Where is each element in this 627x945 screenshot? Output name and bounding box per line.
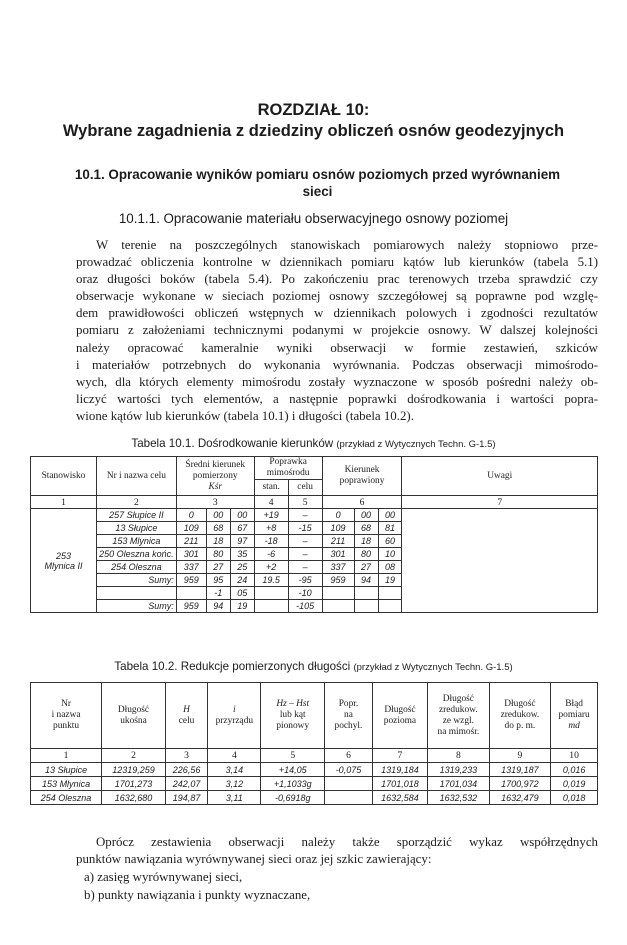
cell: +19 (254, 509, 288, 522)
header-text: Poprawka (269, 457, 307, 467)
target-cell: 250 Oleszna końc. (96, 548, 176, 561)
cell: 19.5 (254, 574, 288, 587)
cell: 00 (206, 509, 230, 522)
table-length-reductions (30, 682, 598, 805)
cell: 1632,479 (489, 791, 551, 805)
col-number: 3 (165, 749, 207, 763)
cell: 211 (322, 535, 354, 548)
cell: 24 (230, 574, 254, 587)
table-row (31, 763, 598, 777)
cell: 81 (378, 522, 402, 535)
cell: -0,075 (325, 763, 373, 777)
cell: +2 (254, 561, 288, 574)
cell: 109 (322, 522, 354, 535)
header-text: pomiaru (558, 710, 590, 720)
cell: 19 (230, 600, 254, 613)
cell: 94 (206, 600, 230, 613)
header-text: lub kąt (279, 710, 306, 720)
cell: 68 (354, 522, 378, 535)
station-number: 253 (55, 550, 71, 561)
header-text: Długość (504, 699, 536, 709)
header-text: Nr (61, 699, 72, 709)
paragraph-line: należy opracować kameralnie wyniki obserwacji w formie zestawień, szkiców (76, 340, 598, 355)
paragraph-line: Oprócz zestawienia obserwacji należy także sporządzić wykaz współrzędnych (96, 835, 598, 849)
cell: -95 (288, 574, 322, 587)
cell: 1632,584 (372, 791, 427, 805)
cell: 97 (230, 535, 254, 548)
list-item: b) punkty nawiązania i punkty wyznaczane, (84, 887, 311, 902)
header-text: Kierunek (344, 465, 380, 475)
cell: 194,87 (165, 791, 207, 805)
paragraph-line: dem prawidłowości obliczeń wstępnych w dziennikach polowych i zgodności rezultatów (76, 306, 598, 321)
cell (322, 600, 354, 613)
header-text: ukośna (120, 715, 147, 726)
header-instrument-height (208, 683, 261, 749)
header-symbol: Kśr (208, 481, 223, 492)
header-eccentric-reduced (428, 683, 490, 749)
cell: 67 (230, 522, 254, 535)
paragraph-line: liczyć wartości tych elementów, a następnie poprawki dośrodkowania i wartości popra- (76, 391, 598, 406)
cell (176, 587, 206, 600)
cell: 95 (206, 574, 230, 587)
col-number: 7 (372, 749, 427, 763)
paragraph-line: wione kątów lub kierunków (tabela 10.1) i długości (tabela 10.2). (76, 408, 414, 423)
cell: 0 (176, 509, 206, 522)
cell: 00 (230, 509, 254, 522)
header-point (31, 683, 102, 749)
cell: 959 (176, 600, 206, 613)
cell (354, 600, 378, 613)
section-title-line: sieci (302, 184, 333, 199)
cell: 00 (354, 509, 378, 522)
chapter-title: Wybrane zagadnienia z dziedziny obliczeń osnów geodezyjnych (62, 122, 565, 140)
table-row (31, 509, 598, 522)
table-decentering (30, 456, 598, 613)
cell: 35 (230, 548, 254, 561)
cell: 1701,018 (372, 777, 427, 791)
cell: +1,1033g (261, 777, 325, 791)
cell (254, 587, 288, 600)
header-text: poprawiony (339, 476, 385, 486)
col-number: 8 (428, 749, 490, 763)
col-number: 2 (96, 496, 176, 509)
section-title-line: 10.1. Opracowanie wyników pomiaru osnów poziomych przed wyrównaniem (74, 167, 561, 182)
cell: 1701,034 (428, 777, 490, 791)
cell: 27 (206, 561, 230, 574)
header-sea-level-reduced (489, 683, 551, 749)
header-measurement-error (551, 683, 598, 749)
paragraph-line: punktów nawiązania wyrównywanej sieci oraz jej szkic zawierający: (76, 852, 432, 867)
cell: 1319,184 (372, 763, 427, 777)
cell: 08 (378, 561, 402, 574)
sum-label (96, 587, 176, 600)
subsection-title: 10.1.1. Opracowanie materiału obserwacyjnego osnowy poziomej (118, 211, 509, 226)
header-station: Stanowisko (31, 457, 97, 496)
cell: -1 (206, 587, 230, 600)
cell: 959 (322, 574, 354, 587)
header-target-height (165, 683, 207, 749)
column-number-row (31, 749, 598, 763)
cell: +14,05 (261, 763, 325, 777)
cell: -105 (288, 600, 322, 613)
header-text: zredukow. (438, 704, 478, 715)
column-number-row (31, 496, 598, 509)
header-text: na (344, 710, 353, 720)
cell: 18 (354, 535, 378, 548)
header-text: Błąd (565, 699, 583, 709)
paragraph-summary (76, 834, 598, 868)
target-cell: 257 Słupice II (96, 509, 176, 522)
table-row (31, 791, 598, 805)
header-symbol: H (183, 704, 190, 715)
cell: 19 (378, 574, 402, 587)
header-text: i nazwa (51, 710, 81, 720)
cell (254, 600, 288, 613)
header-target: Nr i nazwa celu (96, 457, 176, 496)
header-text: pochyl. (334, 721, 363, 731)
header-symbol: md (568, 721, 580, 731)
header-text: przyrządu (215, 715, 254, 726)
header-text: Popr. (338, 699, 359, 709)
cell: 959 (176, 574, 206, 587)
cell: 1319,187 (489, 763, 551, 777)
paragraph-line: oraz długości boków (tabela 5.4). Po zakończeniu prac terenowych trzeba sprawdzić czy (76, 272, 598, 287)
target-cell: 153 Mlynica (96, 535, 176, 548)
header-celu: celu (288, 480, 322, 496)
table-row (31, 777, 598, 791)
cell: 0 (322, 509, 354, 522)
table2-caption-note: (przykład z Wytycznych Techn. G-1.5) (353, 662, 513, 673)
col-number: 9 (489, 749, 551, 763)
header-corrected-direction (322, 457, 402, 496)
header-horizontal-length (372, 683, 427, 749)
header-slope-length (102, 683, 166, 749)
cell: 80 (354, 548, 378, 561)
col-number: 1 (31, 749, 102, 763)
col-number: 5 (261, 749, 325, 763)
header-remarks: Uwagi (402, 457, 598, 496)
cell: 1319,233 (428, 763, 490, 777)
cell: 0,016 (551, 763, 598, 777)
target-cell: 13 Słupice (96, 522, 176, 535)
cell (322, 587, 354, 600)
header-text: Średni kierunek (185, 459, 246, 470)
sum-label: Sumy: (96, 574, 176, 587)
header-text: ze wzgl. (442, 715, 474, 726)
cell: -18 (254, 535, 288, 548)
cell: 301 (322, 548, 354, 561)
table2-caption-text: Tabela 10.2. Redukcje pomierzonych długości (114, 660, 351, 673)
cell: 3,11 (208, 791, 261, 805)
cell: 226,56 (165, 763, 207, 777)
cell: 25 (230, 561, 254, 574)
header-text: pozioma (383, 715, 417, 726)
header-text: do p. m. (504, 721, 536, 731)
col-number: 3 (176, 496, 254, 509)
cell: 94 (354, 574, 378, 587)
header-text: zredukow. (500, 710, 540, 720)
cell: 3,14 (208, 763, 261, 777)
cell: – (288, 535, 322, 548)
paragraph-intro (76, 237, 598, 425)
cell: 1632,680 (102, 791, 166, 805)
cell: 05 (230, 587, 254, 600)
cell (378, 600, 402, 613)
header-text: Długość (442, 693, 474, 704)
paragraph-line: W terenie na poszczególnych stanowiskach pomiarowych należy stopniowo prze- (96, 238, 598, 252)
cell: -6 (254, 548, 288, 561)
target-cell: 254 Oleszna (96, 561, 176, 574)
cell: 10 (378, 548, 402, 561)
header-height-diff (261, 683, 325, 749)
col-number: 2 (102, 749, 166, 763)
paragraph-line: obserwacje wykonane w sieciach poziomej osnowy szczegółowej są poprawne pod wzglę- (76, 289, 598, 304)
cell: 337 (176, 561, 206, 574)
chapter-label: ROZDZIAŁ 10: (257, 101, 370, 119)
col-number: 5 (288, 496, 322, 509)
sum-label: Sumy: (96, 600, 176, 613)
point-cell: 153 Mlynica (31, 777, 102, 791)
cell: 109 (176, 522, 206, 535)
header-symbol: Hz – Hst (276, 699, 310, 709)
cell: 1700,972 (489, 777, 551, 791)
cell: 12319,259 (102, 763, 166, 777)
point-cell: 254 Oleszna (31, 791, 102, 805)
paragraph-line: wych, dla których elementy mimośrodu zostały wyznaczone w sposób pośredni należy ob- (76, 374, 598, 389)
header-text: Długość (117, 704, 150, 715)
table1-caption-text: Tabela 10.1. Dośrodkowanie kierunków (131, 437, 334, 450)
col-number: 10 (551, 749, 598, 763)
cell: 60 (378, 535, 402, 548)
col-number: 7 (402, 496, 598, 509)
table1-caption-note: (przykład z Wytycznych Techn. G-1.5) (336, 439, 496, 450)
header-mean-direction (176, 457, 254, 496)
cell: +8 (254, 522, 288, 535)
cell: – (288, 561, 322, 574)
remarks-cell (402, 509, 598, 613)
cell: -15 (288, 522, 322, 535)
paragraph-line: i materiałów potrzebnych do wykonania wyrównania. Podczas obserwacji mimośrodo- (76, 357, 598, 372)
col-number: 4 (254, 496, 288, 509)
col-number: 6 (322, 496, 402, 509)
paragraph-line: prowadzać obliczenia kontrolne w dziennikach pomiaru kątów lub kierunków (tabela 5.1) (76, 255, 598, 270)
header-eccentric-correction (254, 457, 322, 480)
cell: – (288, 548, 322, 561)
cell (354, 587, 378, 600)
cell: 3,12 (208, 777, 261, 791)
cell: 68 (206, 522, 230, 535)
cell: 211 (176, 535, 206, 548)
cell: 00 (378, 509, 402, 522)
header-text: Długość (384, 704, 416, 715)
table1-caption (0, 437, 627, 450)
cell: 1632,532 (428, 791, 490, 805)
section-title (40, 166, 595, 200)
sketch-contents-list (76, 869, 598, 904)
header-text: pomierzony (192, 470, 238, 481)
cell: 27 (354, 561, 378, 574)
cell: 1701,273 (102, 777, 166, 791)
header-symbol: i (233, 704, 236, 715)
header-slope-correction (325, 683, 373, 749)
cell (378, 587, 402, 600)
header-text: celu (178, 715, 195, 726)
cell (325, 777, 373, 791)
cell: -10 (288, 587, 322, 600)
cell: 18 (206, 535, 230, 548)
list-item: a) zasięg wyrównywanej sieci, (84, 870, 243, 884)
cell: 337 (322, 561, 354, 574)
header-text: na mimośr. (437, 726, 480, 737)
cell (325, 791, 373, 805)
header-text: mimośrodu (266, 468, 310, 478)
paragraph-line: pomiaru z założeniami technicznymi podanymi w projekcie osnowy. W dalszej kolejności (76, 323, 598, 338)
station-cell (31, 509, 97, 613)
header-text: pionowy (276, 721, 310, 731)
cell: -0,6918g (261, 791, 325, 805)
cell: 0,018 (551, 791, 598, 805)
cell: 0,019 (551, 777, 598, 791)
cell: – (288, 509, 322, 522)
col-number: 6 (325, 749, 373, 763)
station-name: Mlynica II (44, 560, 83, 571)
cell: 80 (206, 548, 230, 561)
cell: 242,07 (165, 777, 207, 791)
col-number: 4 (208, 749, 261, 763)
point-cell: 13 Słupice (31, 763, 102, 777)
cell: 301 (176, 548, 206, 561)
table2-caption (0, 660, 627, 673)
col-number: 1 (31, 496, 97, 509)
header-text: punktu (53, 721, 80, 731)
header-stan: stan. (254, 480, 288, 496)
